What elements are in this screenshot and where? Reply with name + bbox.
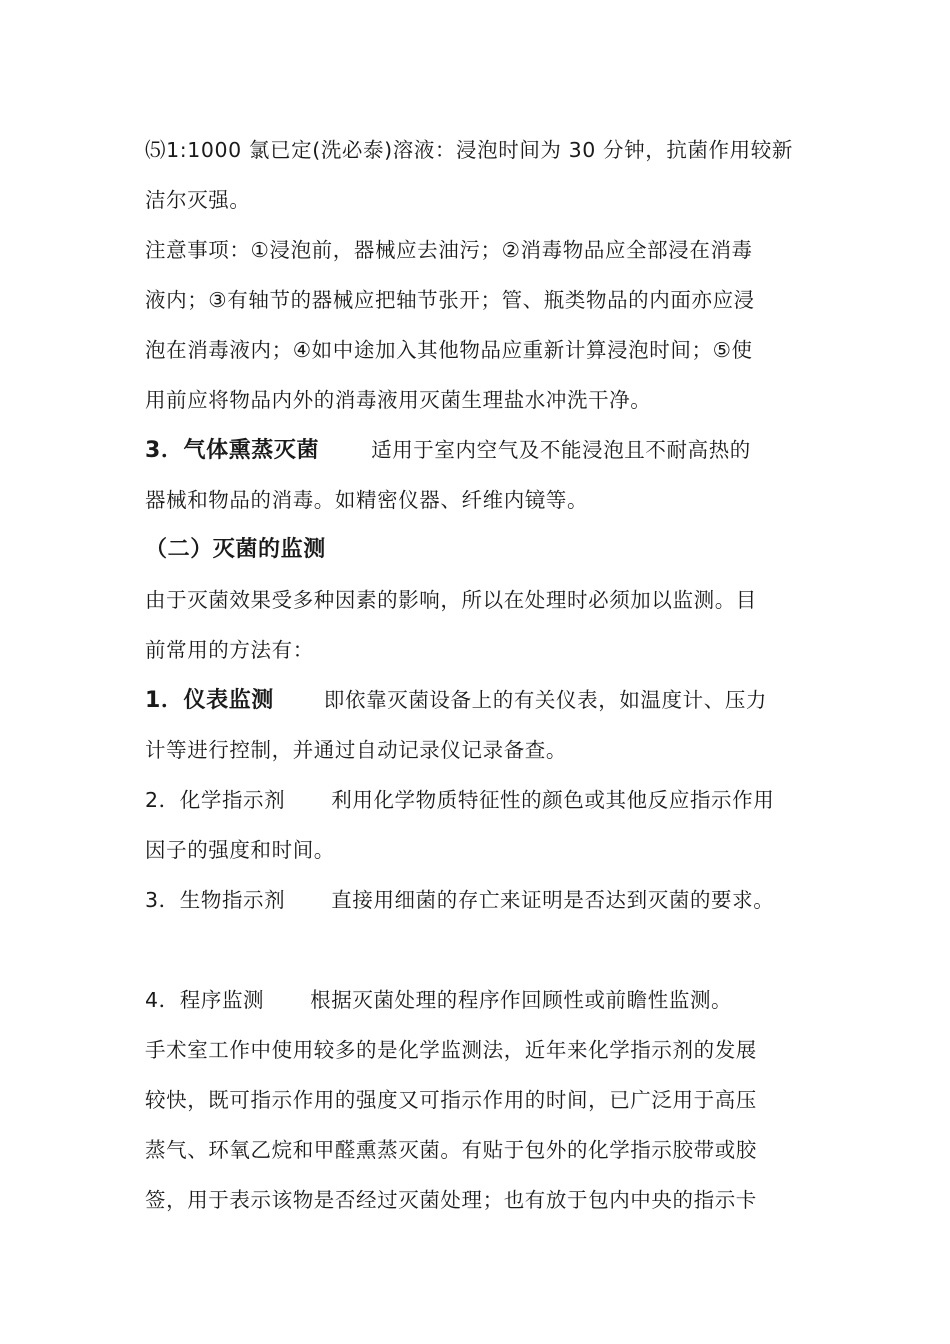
- item-biological-text: 直接用细菌的存亡来证明是否达到灭菌的要求。: [331, 888, 775, 912]
- item-procedure-text: 根据灭菌处理的程序作回顾性或前瞻性监测。: [310, 988, 733, 1012]
- item-instrument-monitoring: [145, 686, 815, 715]
- paragraph-chlorhexidine-line-2: 洁尔灭强。: [145, 188, 251, 212]
- gas-sterilization-label: 3．气体熏蒸灭菌: [145, 438, 320, 463]
- closing-paragraph-line-2: 较快，既可指示作用的强度又可指示作用的时间，已广泛用于高压: [145, 1088, 757, 1112]
- paragraph-chlorhexidine-line-1: ⑸1:1000 氯已定(洗必泰)溶液：浸泡时间为 30 分钟，抗菌作用较新: [145, 138, 793, 162]
- section-heading-monitoring: （二）灭菌的监测: [145, 537, 326, 562]
- item-procedure-monitoring: [145, 986, 815, 1014]
- notes-line-3: 泡在消毒液内；④如中途加入其他物品应重新计算浸泡时间；⑤使: [145, 338, 753, 362]
- item-chemical-label: 2．化学指示剂: [145, 788, 286, 812]
- item-instrument-label: 1．仪表监测: [145, 688, 274, 713]
- notes-line-1: 注意事项：①浸泡前，器械应去油污；②消毒物品应全部浸在消毒: [145, 238, 753, 262]
- item-procedure-label: 4．程序监测: [145, 988, 265, 1012]
- notes-line-2: 液内；③有轴节的器械应把轴节张开；管、瓶类物品的内面亦应浸: [145, 288, 755, 312]
- gas-sterilization-heading-line: [145, 436, 815, 465]
- item-instrument-line-2: 计等进行控制，并通过自动记录仪记录备查。: [145, 738, 567, 762]
- closing-paragraph-line-4: 签，用于表示该物是否经过灭菌处理；也有放于包内中央的指示卡: [145, 1188, 757, 1212]
- closing-paragraph-line-3: 蒸气、环氧乙烷和甲醛熏蒸灭菌。有贴于包外的化学指示胶带或胶: [145, 1138, 757, 1162]
- gas-sterilization-line-2: 器械和物品的消毒。如精密仪器、纤维内镜等。: [145, 488, 589, 512]
- item-chemical-line-2: 因子的强度和时间。: [145, 838, 335, 862]
- gas-sterilization-text: 适用于室内空气及不能浸泡且不耐高热的: [371, 438, 751, 462]
- item-chemical-indicator: [145, 786, 815, 814]
- closing-paragraph-line-1: 手术室工作中使用较多的是化学监测法，近年来化学指示剂的发展: [145, 1038, 757, 1062]
- item-instrument-text: 即依靠灭菌设备上的有关仪表，如温度计、压力: [323, 688, 768, 712]
- item-biological-label: 3．生物指示剂: [145, 888, 286, 912]
- item-chemical-text: 利用化学物质特征性的颜色或其他反应指示作用: [331, 788, 775, 812]
- item-biological-indicator: [145, 886, 815, 914]
- monitoring-intro-line-1: 由于灭菌效果受多种因素的影响，所以在处理时必须加以监测。目: [145, 588, 757, 612]
- monitoring-intro-line-2: 前常用的方法有：: [145, 638, 314, 662]
- notes-line-4: 用前应将物品内外的消毒液用灭菌生理盐水冲洗干净。: [145, 388, 652, 412]
